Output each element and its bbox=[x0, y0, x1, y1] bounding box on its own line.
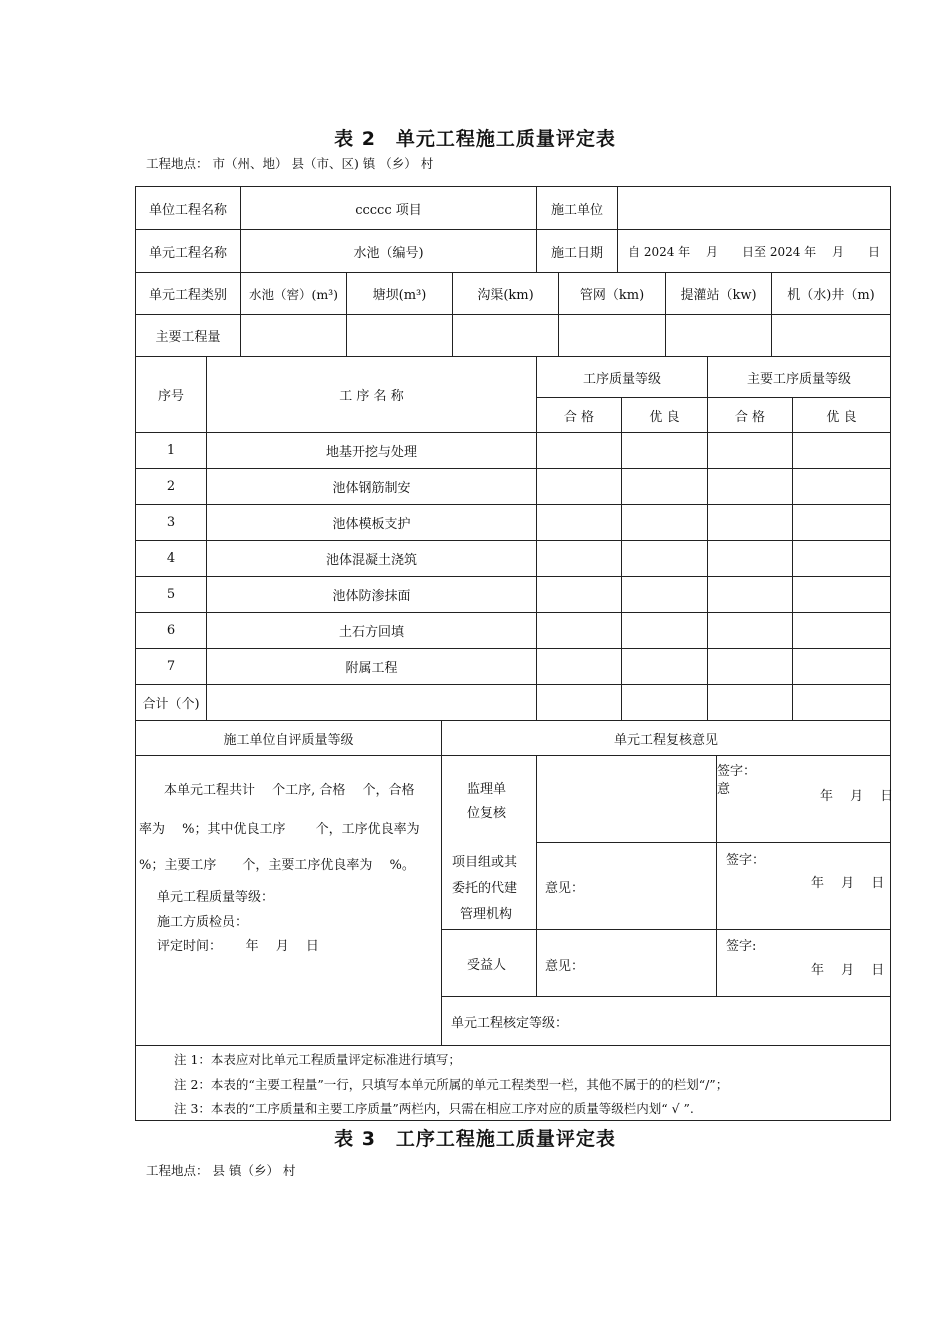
main-quality-header: 主要工序质量等级 bbox=[746, 371, 851, 387]
self-eval-line2: 率为 %；其中优良工序 个，工序优良率为 bbox=[139, 822, 420, 837]
row-name: 附属工程 bbox=[345, 661, 398, 676]
unit-project-label: 单位工程名称 bbox=[148, 202, 227, 218]
row-name: 池体钢筋制安 bbox=[332, 481, 411, 496]
review-title: 单元工程复核意见 bbox=[613, 732, 718, 748]
row-name: 土石方回填 bbox=[338, 625, 404, 640]
category-pond: 塘坝(m³) bbox=[372, 288, 427, 303]
element-project-label: 单元工程名称 bbox=[148, 245, 227, 261]
row-seq: 6 bbox=[166, 623, 176, 638]
row-seq: 7 bbox=[166, 659, 176, 674]
construction-date-label: 施工日期 bbox=[550, 245, 603, 261]
owner-label: 管理机构 bbox=[460, 907, 513, 922]
table2-location: 工程地点： 市（州、地） 县（市、区) 镇 （乡） 村 bbox=[146, 156, 434, 171]
category-pipe: 管网（km) bbox=[579, 288, 645, 303]
row-seq: 1 bbox=[166, 443, 176, 458]
row-seq: 3 bbox=[166, 515, 176, 530]
main-pass-header: 合 格 bbox=[734, 409, 766, 425]
col-seq-header: 序号 bbox=[157, 389, 184, 404]
construction-unit-label: 施工单位 bbox=[550, 202, 603, 218]
row-name: 池体防渗抹面 bbox=[332, 589, 411, 604]
row-name: 池体模板支护 bbox=[332, 517, 411, 532]
total-label: 合计（个) bbox=[142, 697, 200, 712]
owner-label: 委托的代建 bbox=[452, 881, 518, 896]
supervisor-sign: 签字： bbox=[717, 764, 757, 779]
row-seq: 2 bbox=[166, 479, 176, 494]
self-eval-inspector: 施工方质检员： bbox=[157, 915, 249, 930]
note-2: 注 2：本表的“主要工程量”一行，只填写本单元所属的单元工程类型一栏，其他不属于的的栏划“/”； bbox=[174, 1077, 729, 1092]
beneficiary-date: 年 月 日 bbox=[811, 963, 885, 978]
owner-label: 项目组或其 bbox=[452, 855, 518, 870]
self-eval-line1: 本单元工程共计 个工序, 合格 个，合格 bbox=[164, 783, 415, 798]
supervisor-label: 位复核 bbox=[467, 806, 507, 821]
row-seq: 4 bbox=[166, 551, 176, 566]
supervisor-sign-2: 意 bbox=[717, 782, 731, 797]
table2-title: 表 2 单元工程施工质量评定表 bbox=[334, 128, 616, 150]
owner-date: 年 月 日 bbox=[811, 876, 885, 891]
process-good-header: 优 良 bbox=[649, 409, 680, 425]
note-1: 注 1：本表应对比单元工程质量评定标准进行填写； bbox=[174, 1052, 461, 1067]
owner-sign: 签字： bbox=[726, 853, 766, 868]
beneficiary-opinion: 意见： bbox=[545, 959, 585, 974]
table3-location: 工程地点： 县 镇（乡） 村 bbox=[146, 1163, 296, 1178]
category-well: 机（水)井（m) bbox=[787, 288, 875, 303]
self-eval-title: 施工单位自评质量等级 bbox=[223, 732, 354, 748]
col-name-header: 工 序 名 称 bbox=[339, 389, 404, 404]
row-name: 池体混凝土浇筑 bbox=[325, 553, 417, 568]
unit-project-value: ccccc 项目 bbox=[355, 202, 422, 218]
beneficiary-sign: 签字: bbox=[726, 939, 757, 954]
process-pass-header: 合 格 bbox=[563, 409, 595, 425]
category-canal: 沟渠(km) bbox=[477, 288, 534, 303]
self-eval-time: 评定时间： 年 月 日 bbox=[157, 939, 319, 954]
construction-unit-value bbox=[618, 187, 890, 229]
category-pump-station: 提灌站（kw) bbox=[680, 288, 757, 303]
main-good-header: 优 良 bbox=[826, 409, 857, 425]
row-name: 地基开挖与处理 bbox=[325, 445, 417, 460]
supervisor-date: 年 月 日 bbox=[820, 789, 894, 804]
owner-opinion: 意见： bbox=[545, 881, 585, 896]
construction-date-value: 自 2024 年 月 日至 2024 年 月 日 bbox=[628, 244, 880, 259]
beneficiary-label: 受益人 bbox=[467, 958, 507, 973]
table3-title: 表 3 工序工程施工质量评定表 bbox=[334, 1128, 616, 1150]
main-quantity-label: 主要工程量 bbox=[155, 330, 221, 345]
process-quality-header: 工序质量等级 bbox=[582, 371, 661, 387]
self-eval-line3: %；主要工序 个，主要工序优良率为 %。 bbox=[139, 858, 415, 873]
category-label: 单元工程类别 bbox=[148, 288, 227, 303]
supervisor-label: 监理单 bbox=[467, 782, 507, 797]
row-seq: 5 bbox=[166, 587, 176, 602]
note-3: 注 3：本表的“工序质量和主要工序质量”两栏内，只需在相应工序对应的质量等级栏内划“ √ ”. bbox=[174, 1101, 694, 1116]
final-grade: 单元工程核定等级： bbox=[451, 1016, 569, 1031]
category-pool: 水池（窖）(m³) bbox=[248, 286, 339, 302]
element-project-value: 水池（编号) bbox=[353, 245, 424, 261]
self-eval-grade: 单元工程质量等级： bbox=[157, 890, 275, 905]
